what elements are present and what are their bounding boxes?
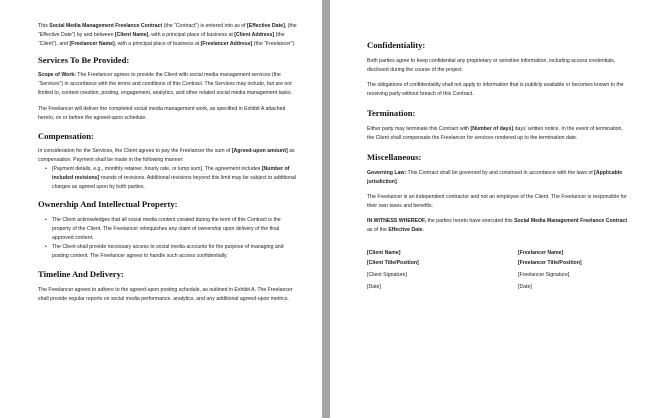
- signature-block: [367, 248, 630, 292]
- list-item: • [Payment details, e.g., monthly retainer, hourly rate, or lump sum]. The agreement includes [Number of included revisions] rounds of revisions. Additional revisions beyond this limit may be subject to additional charges as agreed upon by both parties.: [52, 165, 300, 192]
- contractor-paragraph: The Freelancer is an independent contractor and not an employee of the Client. The Freelancer is responsible for their own taxes and benefits.: [367, 194, 627, 209]
- heading-services: Services To Be Provided:: [38, 55, 130, 65]
- freelancer-title-field: [Freelancer Title/Position]: [518, 260, 582, 266]
- list-item: • The Client shall provide necessary access to social media accounts for the purpose of managing and posting content. The Freelancer agrees to handle such access confidentially.: [52, 243, 300, 261]
- page-left: [0, 0, 322, 418]
- client-signature-field: [Client Signature]: [367, 272, 407, 278]
- heading-timeline: Timeline And Delivery:: [38, 269, 124, 279]
- compensation-paragraph: In consideration for the Services, the Client agrees to pay the Freelancer the sum of [Agreed-upon amount] as compensation. Payment shall be made in the following manner:: [38, 148, 295, 163]
- freelancer-name-field: [Freelancer Name]: [518, 250, 564, 256]
- heading-confidentiality: Confidentiality:: [367, 40, 426, 50]
- freelancer-signature-field: [Freelancer Signature]: [518, 272, 570, 278]
- compensation-list: [38, 165, 300, 192]
- ownership-list: [38, 216, 300, 261]
- witness-paragraph: IN WITNESS WHEREOF, the parties hereto have executed this Social Media Management Freelance Contract as of the Effective Date.: [367, 218, 628, 233]
- client-date-field: [Date]: [367, 284, 381, 290]
- heading-miscellaneous: Miscellaneous:: [367, 152, 422, 162]
- heading-compensation: Compensation:: [38, 131, 94, 141]
- termination-paragraph: Either party may terminate this Contract with [Number of days] days’ written notice. In the event of termination, the Client shall compensate the Freelancer for services rendered up to the termination date.: [367, 126, 623, 141]
- list-item: • The Client acknowledges that all social media content created during the term of this Contract is the property of the Client. The Freelancer relinquishes any claim of ownership upon delivery of the final approved content.: [52, 216, 300, 243]
- timeline-paragraph: The Freelancer agrees to adhere to the agreed-upon posting schedule, as outlined in Exhibit A. The Freelancer shall provide regular reports on social media performance, analytics, and any additional agreed-upon metrics.: [38, 287, 293, 302]
- client-name-field: [Client Name]: [367, 250, 401, 256]
- client-title-field: [Client Title/Position]: [367, 260, 419, 266]
- governing-law-paragraph: Governing Law: This Contract shall be governed by and construed in accordance with the laws of [Applicable jurisdiction].: [367, 170, 623, 185]
- heading-ownership: Ownership And Intellectual Property:: [38, 199, 178, 209]
- services-scope-paragraph: Scope of Work: The Freelancer agrees to provide the Client with social media management services (the “Services”) in accordance with the terms and conditions of this Contract. The Services may include, but are not limited to, content creation, posting, engagement, analytics, and other related social media management tasks.: [38, 72, 293, 96]
- services-delivery-paragraph: The Freelancer will deliver the completed social media management work, as specified in Exhibit A attached hereto, on or before the agreed-upon schedule.: [38, 106, 286, 121]
- page-right: [330, 0, 652, 418]
- heading-termination: Termination:: [367, 108, 416, 118]
- intro-paragraph: This Social Media Management Freelance Contract (the “Contract”) is entered into as of [Effective Date], (the “Effective Date”) by and between [Client Name], with a principal place of business at [Client Address] (the “Client”), and [Freelancer Name], with a principal place of business at [Freelancer Address] (the “Freelancer”).: [38, 23, 297, 47]
- confidentiality-paragraph-2: The obligations of confidentiality shall not apply to information that is publicly available or becomes known to the receiving party without breach of this Contract.: [367, 82, 624, 97]
- freelancer-date-field: [Date]: [518, 284, 532, 290]
- confidentiality-paragraph-1: Both parties agree to keep confidential any proprietary or sensitive information, including access credentials, disclosed during the course of the project.: [367, 58, 616, 73]
